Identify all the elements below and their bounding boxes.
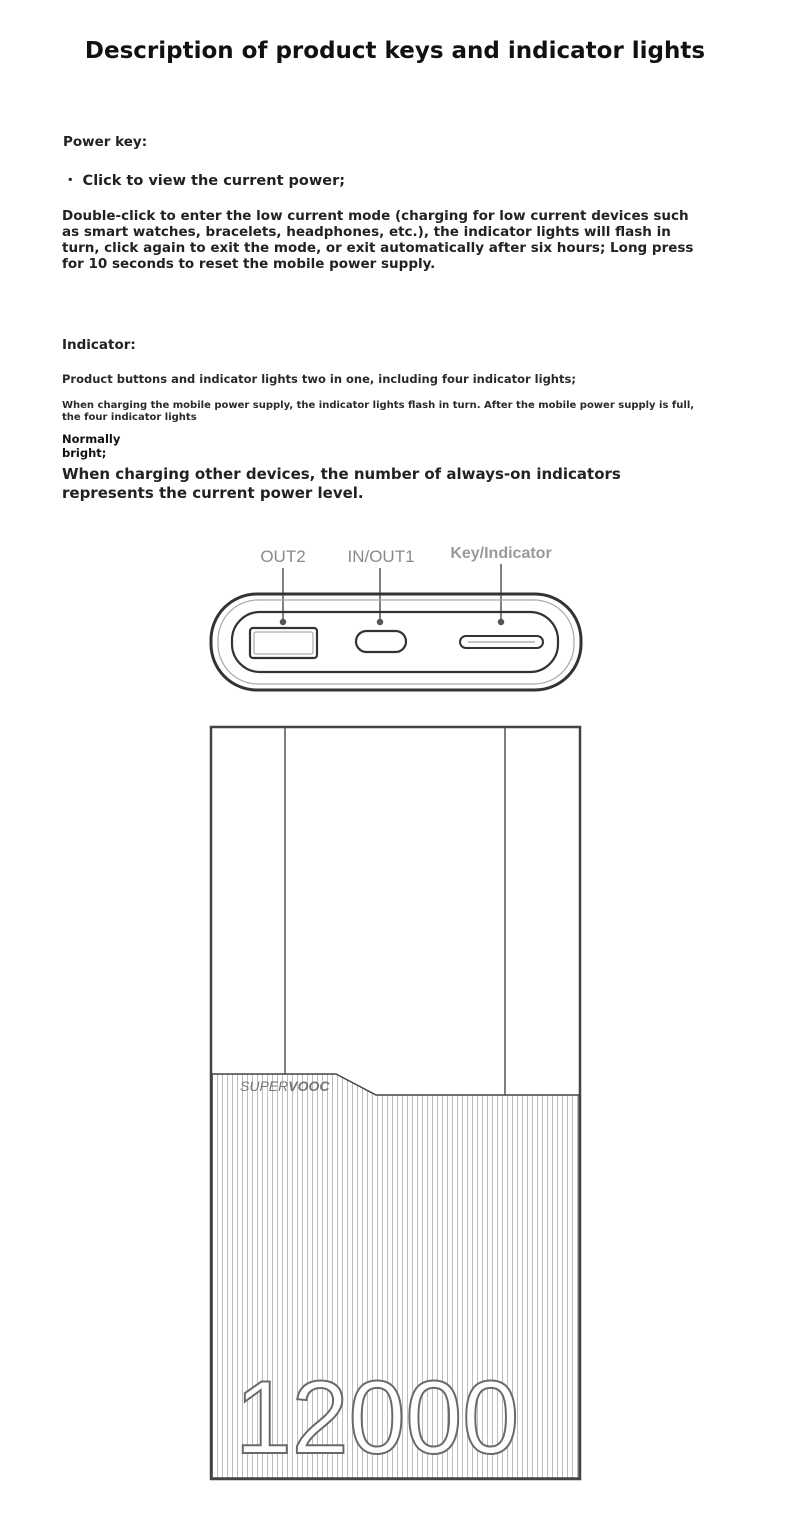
power-key-description-line: as smart watches, bracelets, headphones, etc.), the indicator lights will flash in [62, 224, 671, 240]
indicator-line-2 [62, 400, 694, 424]
usb-a-port-inner [254, 632, 313, 654]
port-label-out2: OUT2 [260, 547, 306, 566]
brand-vooc: VOOC [288, 1078, 330, 1094]
normally-line: Normally [62, 432, 121, 446]
power-key-description [62, 208, 693, 272]
port-label-in-out1: IN/OUT1 [347, 547, 415, 566]
charging-line: When charging other devices, the number of always-on indicators [62, 465, 621, 483]
port-label-key-indicator: Key/Indicator [450, 545, 552, 562]
leader-dot-key [499, 620, 504, 625]
usb-c-port-icon [356, 631, 406, 652]
power-key-description-line: Double-click to enter the low current mode (charging for low current devices such [62, 208, 689, 224]
normally-bright-text [62, 432, 120, 460]
brand-logo [240, 1078, 330, 1094]
charging-other-devices-text [62, 465, 621, 503]
leader-dot-in-out1 [378, 620, 383, 625]
power-key-bullet: ・ Click to view the current power; [63, 173, 346, 189]
power-key-description-line: turn, click again to exit the mode, or exit automatically after six hours; Long press [62, 240, 694, 256]
capacity-text: 12000 [235, 1360, 519, 1476]
charging-line: represents the current power level. [62, 484, 364, 502]
indicator-label: Indicator: [62, 337, 136, 353]
power-key-label: Power key: [63, 134, 148, 150]
normally-line: bright; [62, 446, 107, 460]
indicator-line-2-part: When charging the mobile power supply, the indicator lights flash in turn. After the mobile power supply is full, [62, 400, 695, 411]
power-bank-diagram [0, 530, 790, 1520]
brand-super: SUPER [240, 1078, 289, 1094]
indicator-line-1: Product buttons and indicator lights two in one, including four indicator lights; [62, 372, 576, 386]
power-key-description-line: for 10 seconds to reset the mobile power supply. [62, 256, 436, 272]
leader-dot-out2 [281, 620, 286, 625]
indicator-line-2-part: the four indicator lights [62, 412, 197, 423]
page-title: Description of product keys and indicator lights [84, 38, 706, 64]
